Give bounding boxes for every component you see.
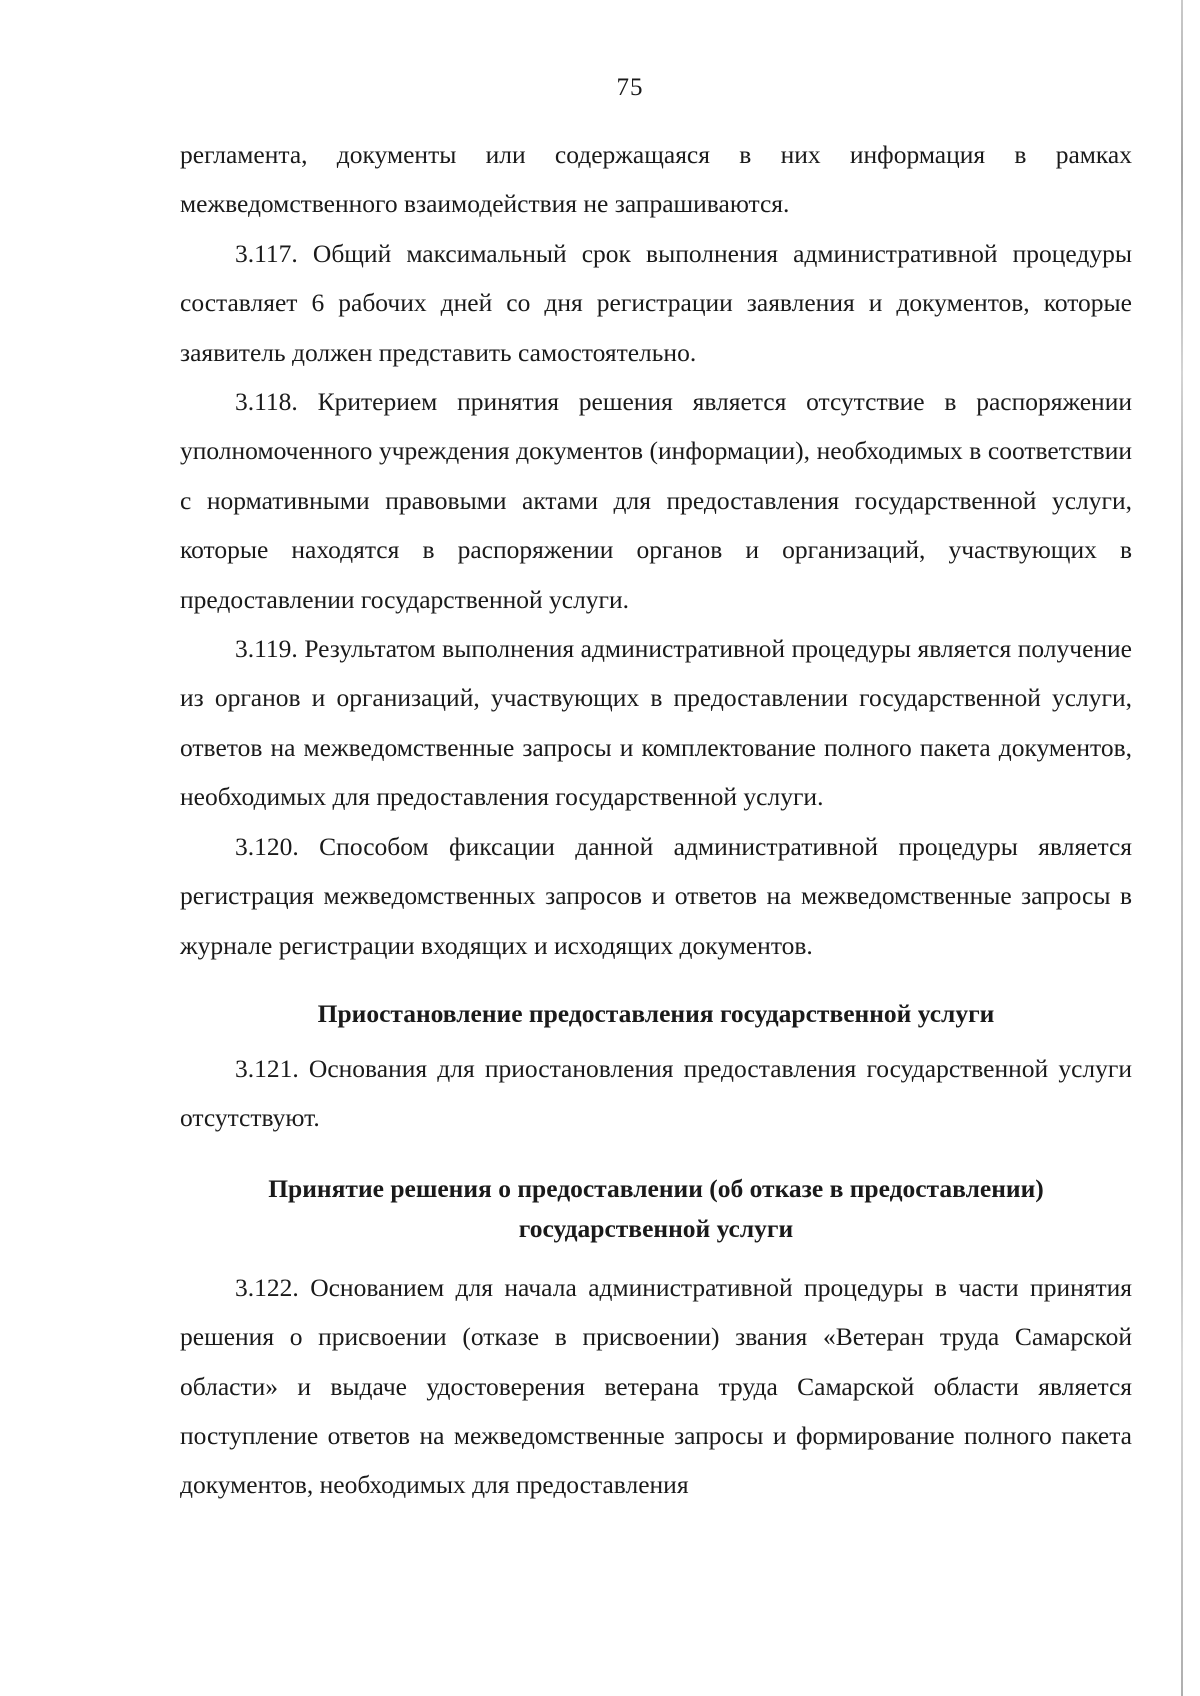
paragraph-3-119: 3.119. Результатом выполнения административной процедуры является получение из органов и организаций, участвующих в предоставлении государственной услуги, ответов на межведомственные запросы и комплектование полного пакета документов, необходимых для предоставления государственной услуги. bbox=[180, 634, 1132, 812]
scan-edge-line bbox=[1181, 0, 1183, 1696]
section-heading-decision: Принятие решения о предоставлении (об отказе в предоставлении) государственной услуги bbox=[268, 1173, 1044, 1243]
paragraph-continuation: регламента, документы или содержащаяся в них информация в рамках межведомственного взаимодействия не запрашиваются. bbox=[180, 140, 1132, 219]
document-body bbox=[180, 130, 1132, 1510]
paragraph-3-117: 3.117. Общий максимальный срок выполнения административной процедуры составляет 6 рабочих дней со дня регистрации заявления и документов, которые заявитель должен представить самостоятельно. bbox=[180, 238, 1132, 367]
paragraph-3-121: 3.121. Основания для приостановления предоставления государственной услуги отсутствуют. bbox=[180, 1053, 1132, 1133]
paragraph-3-120: 3.120. Способом фиксации данной административной процедуры является регистрация межведомственных запросов и ответов на межведомственные запросы в журнале регистрации входящих и исходящих документов. bbox=[180, 831, 1132, 960]
page-number: 75 bbox=[616, 74, 644, 101]
section-heading-suspension: Приостановление предоставления государственной услуги bbox=[317, 998, 995, 1028]
paragraph-3-122: 3.122. Основанием для начала административной процедуры в части принятия решения о присвоении (отказе в присвоении) звания «Ветеран труда Самарской области» и выдаче удостоверения ветерана труда Самарской области является поступление ответов на межведомственные запросы и формирование полного пакета документов, необходимых для предоставления bbox=[180, 1272, 1132, 1500]
paragraph-3-118: 3.118. Критерием принятия решения является отсутствие в распоряжении уполномоченного учреждения документов (информации), необходимых в соответствии с нормативными правовыми актами для предоставления государственной услуги, которые находятся в распоряжении органов и организаций, участвующих в предоставлении государственной услуги. bbox=[180, 387, 1132, 614]
